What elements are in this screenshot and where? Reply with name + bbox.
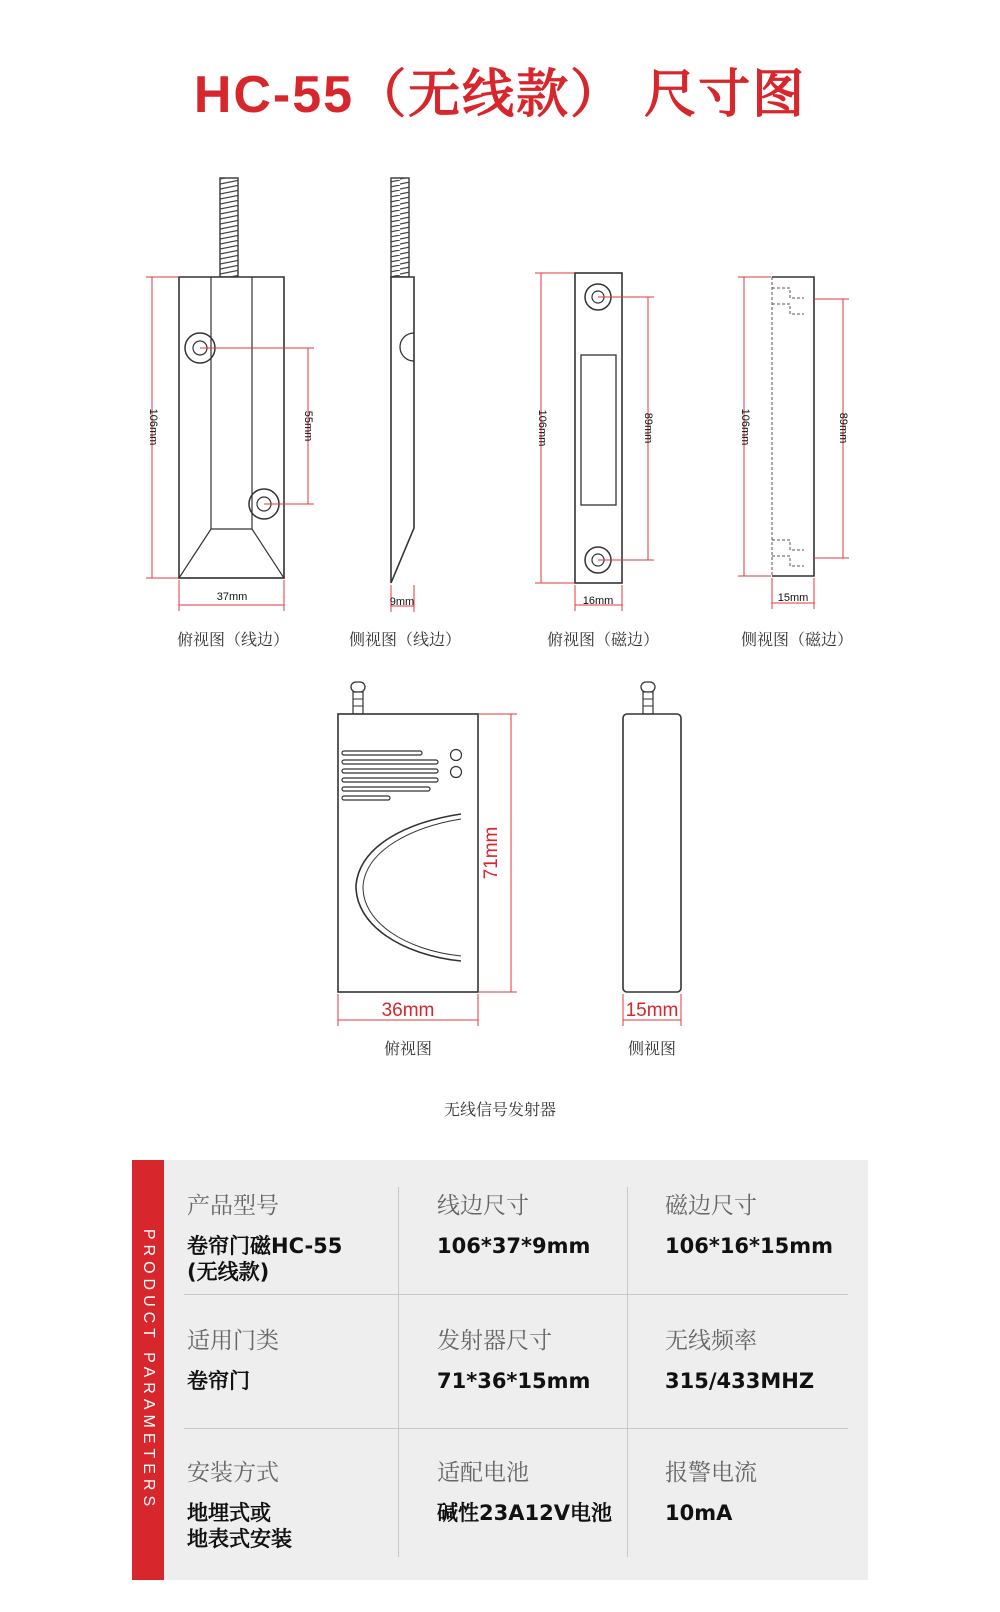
caption-transmitter-top: 俯视图 (383, 1039, 432, 1058)
wire-top-view (146, 178, 314, 611)
caption-transmitter-group: 无线信号发射器 (443, 1100, 556, 1119)
param-model: 产品型号 卷帘门磁HC-55 (无线款) (187, 1193, 343, 1284)
transmitter-top-view (338, 682, 517, 1026)
param-wire-size: 线边尺寸 106*37*9mm (437, 1193, 591, 1258)
param-alarm-current: 报警电流 10mA (665, 1460, 757, 1525)
dim-height: 71mm (481, 826, 502, 880)
dim-height: 106mm (739, 408, 751, 446)
caption-wire-top: 俯视图（线边） (176, 630, 289, 649)
wire-side-view (390, 178, 414, 612)
title-suffix: （无线款） 尺寸图 (354, 65, 807, 125)
transmitter-body-outline (338, 714, 478, 992)
transmitter-side-view (623, 682, 681, 1026)
param-magnet-size: 磁边尺寸 106*16*15mm (665, 1193, 834, 1258)
magnet-top-view (535, 273, 654, 611)
product-parameters-panel (132, 1160, 868, 1580)
dim-height: 106mm (147, 408, 159, 446)
transmitter-side-outline (623, 714, 681, 992)
dim-width: 15mm (777, 592, 809, 604)
parameters-side-bar (132, 1160, 164, 1580)
dim-width: 36mm (381, 1000, 435, 1021)
param-installation: 安装方式 地埋式或 地表式安装 (187, 1460, 292, 1551)
dim-hole-spacing: 89mm (642, 412, 654, 444)
dim-width: 16mm (582, 595, 614, 607)
magnet-side-outline (772, 277, 814, 576)
threaded-cable (220, 178, 238, 277)
wire-side-outline (391, 277, 414, 583)
param-battery: 适配电池 碱性23A12V电池 (437, 1460, 612, 1525)
wire-body-outline (179, 277, 284, 578)
title-model-code: HC-55 (193, 66, 355, 124)
dim-hole-spacing: 55mm (302, 410, 314, 442)
dim-height: 106mm (536, 409, 548, 447)
antenna-icon (641, 682, 655, 714)
antenna-icon (351, 682, 365, 714)
caption-magnet-side: 侧视图（磁边） (740, 630, 853, 649)
dim-hole-spacing: 89mm (837, 412, 849, 444)
param-frequency: 无线频率 315/433MHZ (665, 1328, 815, 1393)
caption-wire-side: 侧视图（线边） (348, 630, 461, 649)
magnet-body-outline (575, 273, 622, 583)
dim-width: 37mm (216, 591, 248, 603)
threaded-cable (391, 178, 409, 277)
parameters-side-label: PRODUCT PARAMETERS (140, 1228, 157, 1512)
dim-width: 9mm (389, 596, 415, 608)
magnet-side-view (738, 277, 849, 609)
dim-width: 15mm (625, 1000, 679, 1021)
param-transmitter-size: 发射器尺寸 71*36*15mm (437, 1328, 591, 1393)
caption-transmitter-side: 侧视图 (627, 1039, 676, 1058)
caption-magnet-top: 俯视图（磁边） (546, 630, 659, 649)
param-door-type: 适用门类 卷帘门 (187, 1328, 279, 1393)
